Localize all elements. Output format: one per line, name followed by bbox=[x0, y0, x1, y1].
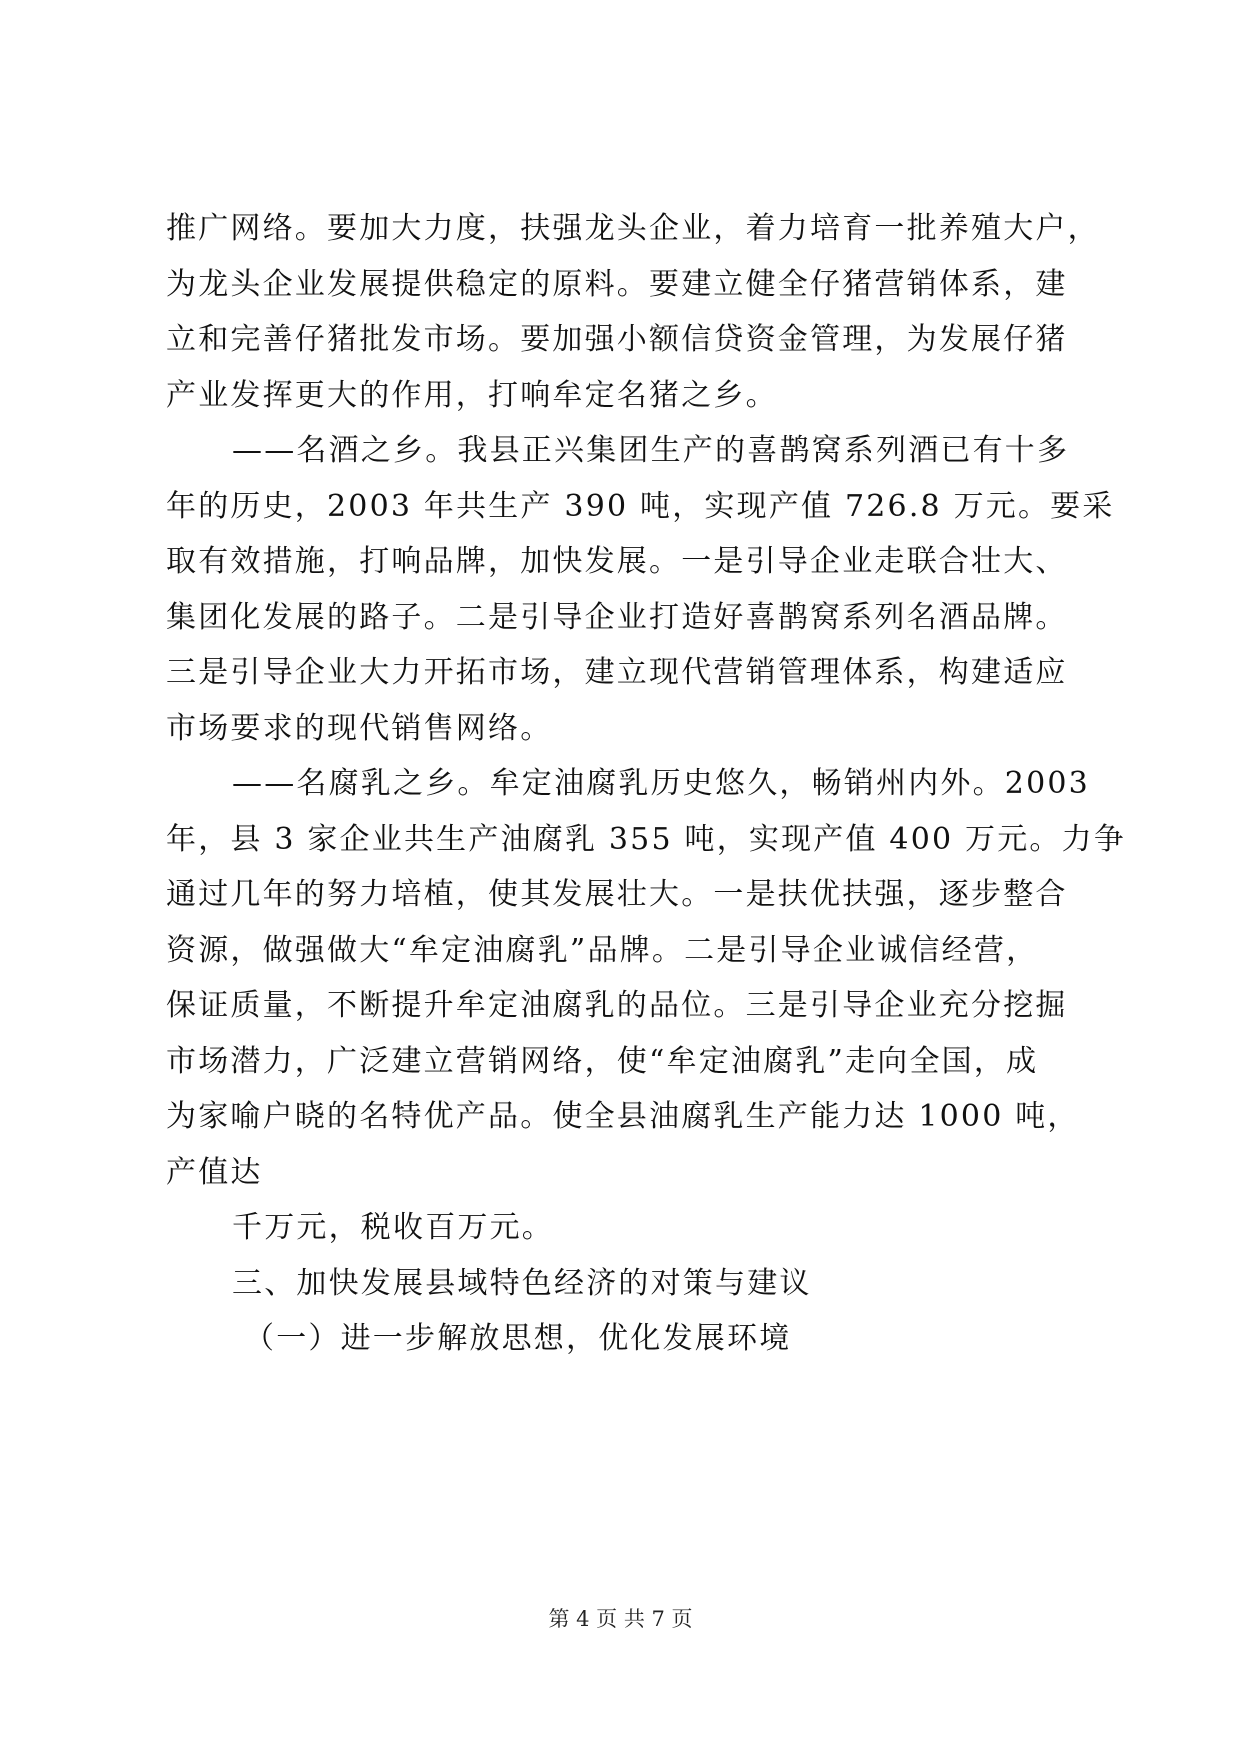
text-line: 取有效措施，打响品牌，加快发展。一是引导企业走联合壮大、 bbox=[166, 544, 1068, 579]
text-line: 为家喻户晓的名特优产品。使全县油腐乳生产能力达 1000 吨， bbox=[166, 1099, 1080, 1134]
text-line: 立和完善仔猪批发市场。要加强小额信贷资金管理，为发展仔猪 bbox=[166, 322, 1068, 357]
text-line: 产值达 bbox=[166, 1155, 263, 1190]
text-line: 年的历史，2003 年共生产 390 吨，实现产值 726.8 万元。要采 bbox=[166, 489, 1115, 524]
text-line: 资源，做强做大“牟定油腐乳”品牌。二是引导企业诚信经营， bbox=[166, 933, 1039, 968]
text-line: 三是引导企业大力开拓市场，建立现代营销管理体系，构建适应 bbox=[166, 655, 1068, 690]
text-line: 产业发挥更大的作用，打响牟定名猪之乡。 bbox=[166, 378, 778, 413]
subsection-heading: （一）进一步解放思想，优化发展环境 bbox=[244, 1321, 792, 1356]
paragraph-start-line: 千万元，税收百万元。 bbox=[232, 1210, 554, 1245]
text-line: 保证质量，不断提升牟定油腐乳的品位。三是引导企业充分挖掘 bbox=[166, 988, 1068, 1023]
text-line: 通过几年的努力培植，使其发展壮大。一是扶优扶强，逐步整合 bbox=[166, 877, 1068, 912]
text-line: 为龙头企业发展提供稳定的原料。要建立健全仔猪营销体系，建 bbox=[166, 267, 1068, 302]
text-line: 市场要求的现代销售网络。 bbox=[166, 711, 553, 746]
paragraph-start-line: ——名酒之乡。我县正兴集团生产的喜鹊窝系列酒已有十多 bbox=[232, 433, 1070, 468]
page-number-footer: 第 4 页 共 7 页 bbox=[548, 1607, 693, 1631]
section-heading: 三、加快发展县域特色经济的对策与建议 bbox=[232, 1266, 812, 1301]
text-line: 推广网络。要加大力度，扶强龙头企业，着力培育一批养殖大户， bbox=[166, 211, 1100, 246]
text-line: 集团化发展的路子。二是引导企业打造好喜鹊窝系列名酒品牌。 bbox=[166, 600, 1068, 635]
paragraph-start-line: ——名腐乳之乡。牟定油腐乳历史悠久，畅销州内外。2003 bbox=[232, 766, 1090, 801]
text-line: 年，县 3 家企业共生产油腐乳 355 吨，实现产值 400 万元。力争 bbox=[166, 822, 1127, 857]
text-line: 市场潜力，广泛建立营销网络，使“牟定油腐乳”走向全国，成 bbox=[166, 1044, 1039, 1079]
